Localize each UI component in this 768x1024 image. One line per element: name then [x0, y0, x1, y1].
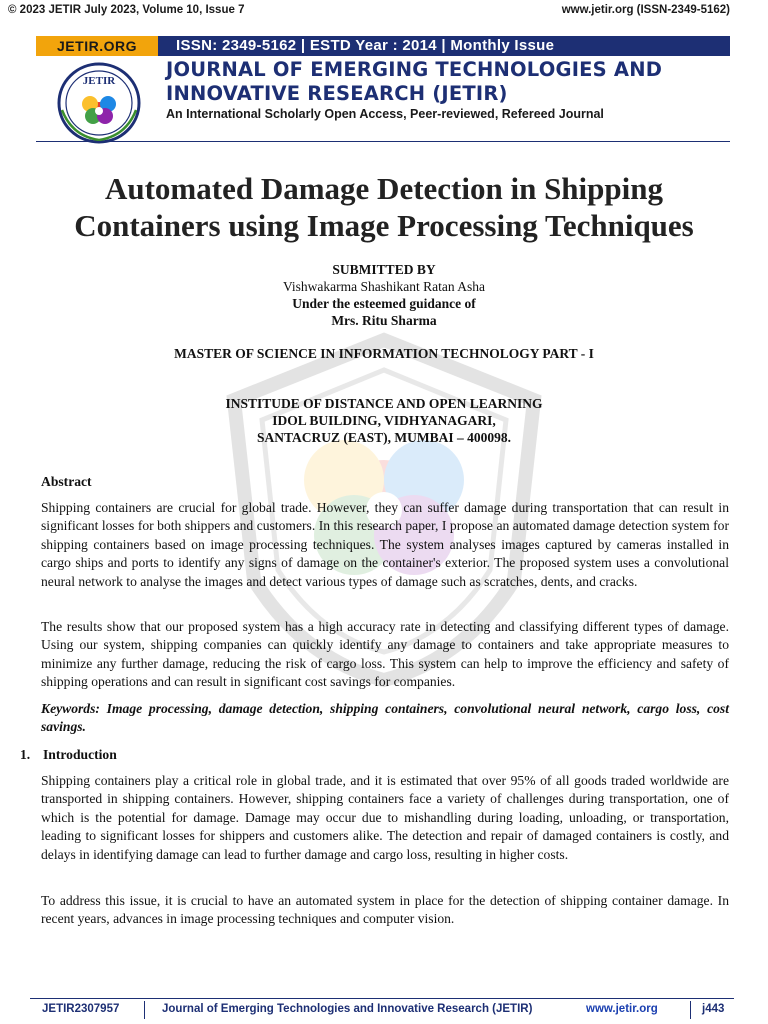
- paper-title-line2: Containers using Image Processing Techniques: [74, 208, 694, 243]
- header-website[interactable]: www.jetir.org (ISSN-2349-5162): [561, 4, 730, 16]
- footer-separator: [690, 1001, 691, 1019]
- submitted-by-label: SUBMITTED BY: [332, 262, 436, 277]
- author-name: Vishwakarma Shashikant Ratan Asha: [282, 279, 486, 294]
- journal-name-line1: JOURNAL OF EMERGING TECHNOLOGIES AND: [166, 58, 663, 81]
- abstract-paragraph-1: Shipping containers are crucial for global trade. However, they can suffer damage during transportation that can result in significant losses for both shippers and customers. In this research paper, I propose an automated damage detection system for shipping containers based on image processing techniques. The system analyses images captured by cameras installed in cargo ships and ports to identify any signs of damage on the container's exterior. The proposed system uses a convolutional neural network to analyse the images and detect various types of damage such as scratches, dents, and cracks.: [41, 500, 729, 589]
- introduction-paragraph-2: To address this issue, it is crucial to have an automated system in place for the detection of shipping container damage. In recent years, advances in image processing techniques and computer vision.: [41, 893, 729, 927]
- footer-journal: Journal of Emerging Technologies and Innovative Research (JETIR): [162, 1003, 533, 1015]
- section-title: Introduction: [43, 747, 117, 762]
- footer-website-link[interactable]: www.jetir.org: [586, 1003, 658, 1015]
- section-heading-introduction: [20, 746, 740, 764]
- page-footer: [30, 998, 734, 1021]
- footer-paper-id: JETIR2307957: [42, 1003, 120, 1015]
- institute-line2: IDOL BUILDING, VIDHYANAGARI,: [272, 413, 496, 428]
- guidance-label: Under the esteemed guidance of: [292, 296, 476, 311]
- keywords: Keywords: Image processing, damage detection, shipping containers, convolutional neural network, cargo loss, cost savings.: [41, 701, 729, 735]
- introduction-paragraph-1: Shipping containers play a critical role in global trade, and it is estimated that over 95% of all goods traded worldwide are transported in shipping containers. However, shipping containers face a variety of challenges during transportation, one of which is the potential for damage. Damage may occur due to mishandling during loading, unloading, or transportation, leading to significant losses for shippers and customers alike. The detection and repair of damaged containers is costly, and delays in identifying damage can lead to further damage and cargo loss, resulting in higher costs.: [41, 773, 729, 862]
- section-number: 1.: [20, 747, 31, 762]
- header-copyright: © 2023 JETIR July 2023, Volume 10, Issue 7: [8, 4, 245, 16]
- journal-banner: [36, 36, 730, 148]
- journal-tagline: An International Scholarly Open Access, Peer-reviewed, Refereed Journal: [166, 107, 604, 121]
- institute-line3: SANTACRUZ (EAST), MUMBAI – 400098.: [256, 430, 511, 445]
- footer-page-number: j443: [702, 1003, 725, 1015]
- guide-name: Mrs. Ritu Sharma: [331, 313, 437, 328]
- banner-issn-line: ISSN: 2349-5162 | ESTD Year : 2014 | Monthly Issue: [176, 37, 555, 54]
- banner-divider: [36, 141, 730, 142]
- jetir-logo-icon: [56, 62, 142, 144]
- abstract-paragraph-2: The results show that our proposed system has a high accuracy rate in detecting and classifying different types of damage. Using our system, shipping companies can quickly identify any damage to containers and take appropriate measures to minimize any further damage, reducing the risk of cargo loss. This system can help to improve the efficiency and safety of shipping operations and can result in significant cost savings for companies.: [41, 619, 729, 690]
- journal-name-line2: INNOVATIVE RESEARCH (JETIR): [166, 82, 508, 105]
- institute-line1: INSTITUDE OF DISTANCE AND OPEN LEARNING: [225, 396, 543, 411]
- journal-name: [166, 58, 726, 106]
- paper-title: [0, 170, 768, 244]
- svg-text:JETIR: JETIR: [82, 75, 116, 87]
- page-header: [8, 4, 730, 16]
- banner-org-label[interactable]: JETIR.ORG: [36, 36, 158, 56]
- paper-title-line1: Automated Damage Detection in Shipping: [104, 171, 663, 206]
- footer-separator: [144, 1001, 145, 1019]
- program-name: MASTER OF SCIENCE IN INFORMATION TECHNOLOGY PART - I: [174, 346, 594, 361]
- abstract-heading: Abstract: [41, 474, 92, 489]
